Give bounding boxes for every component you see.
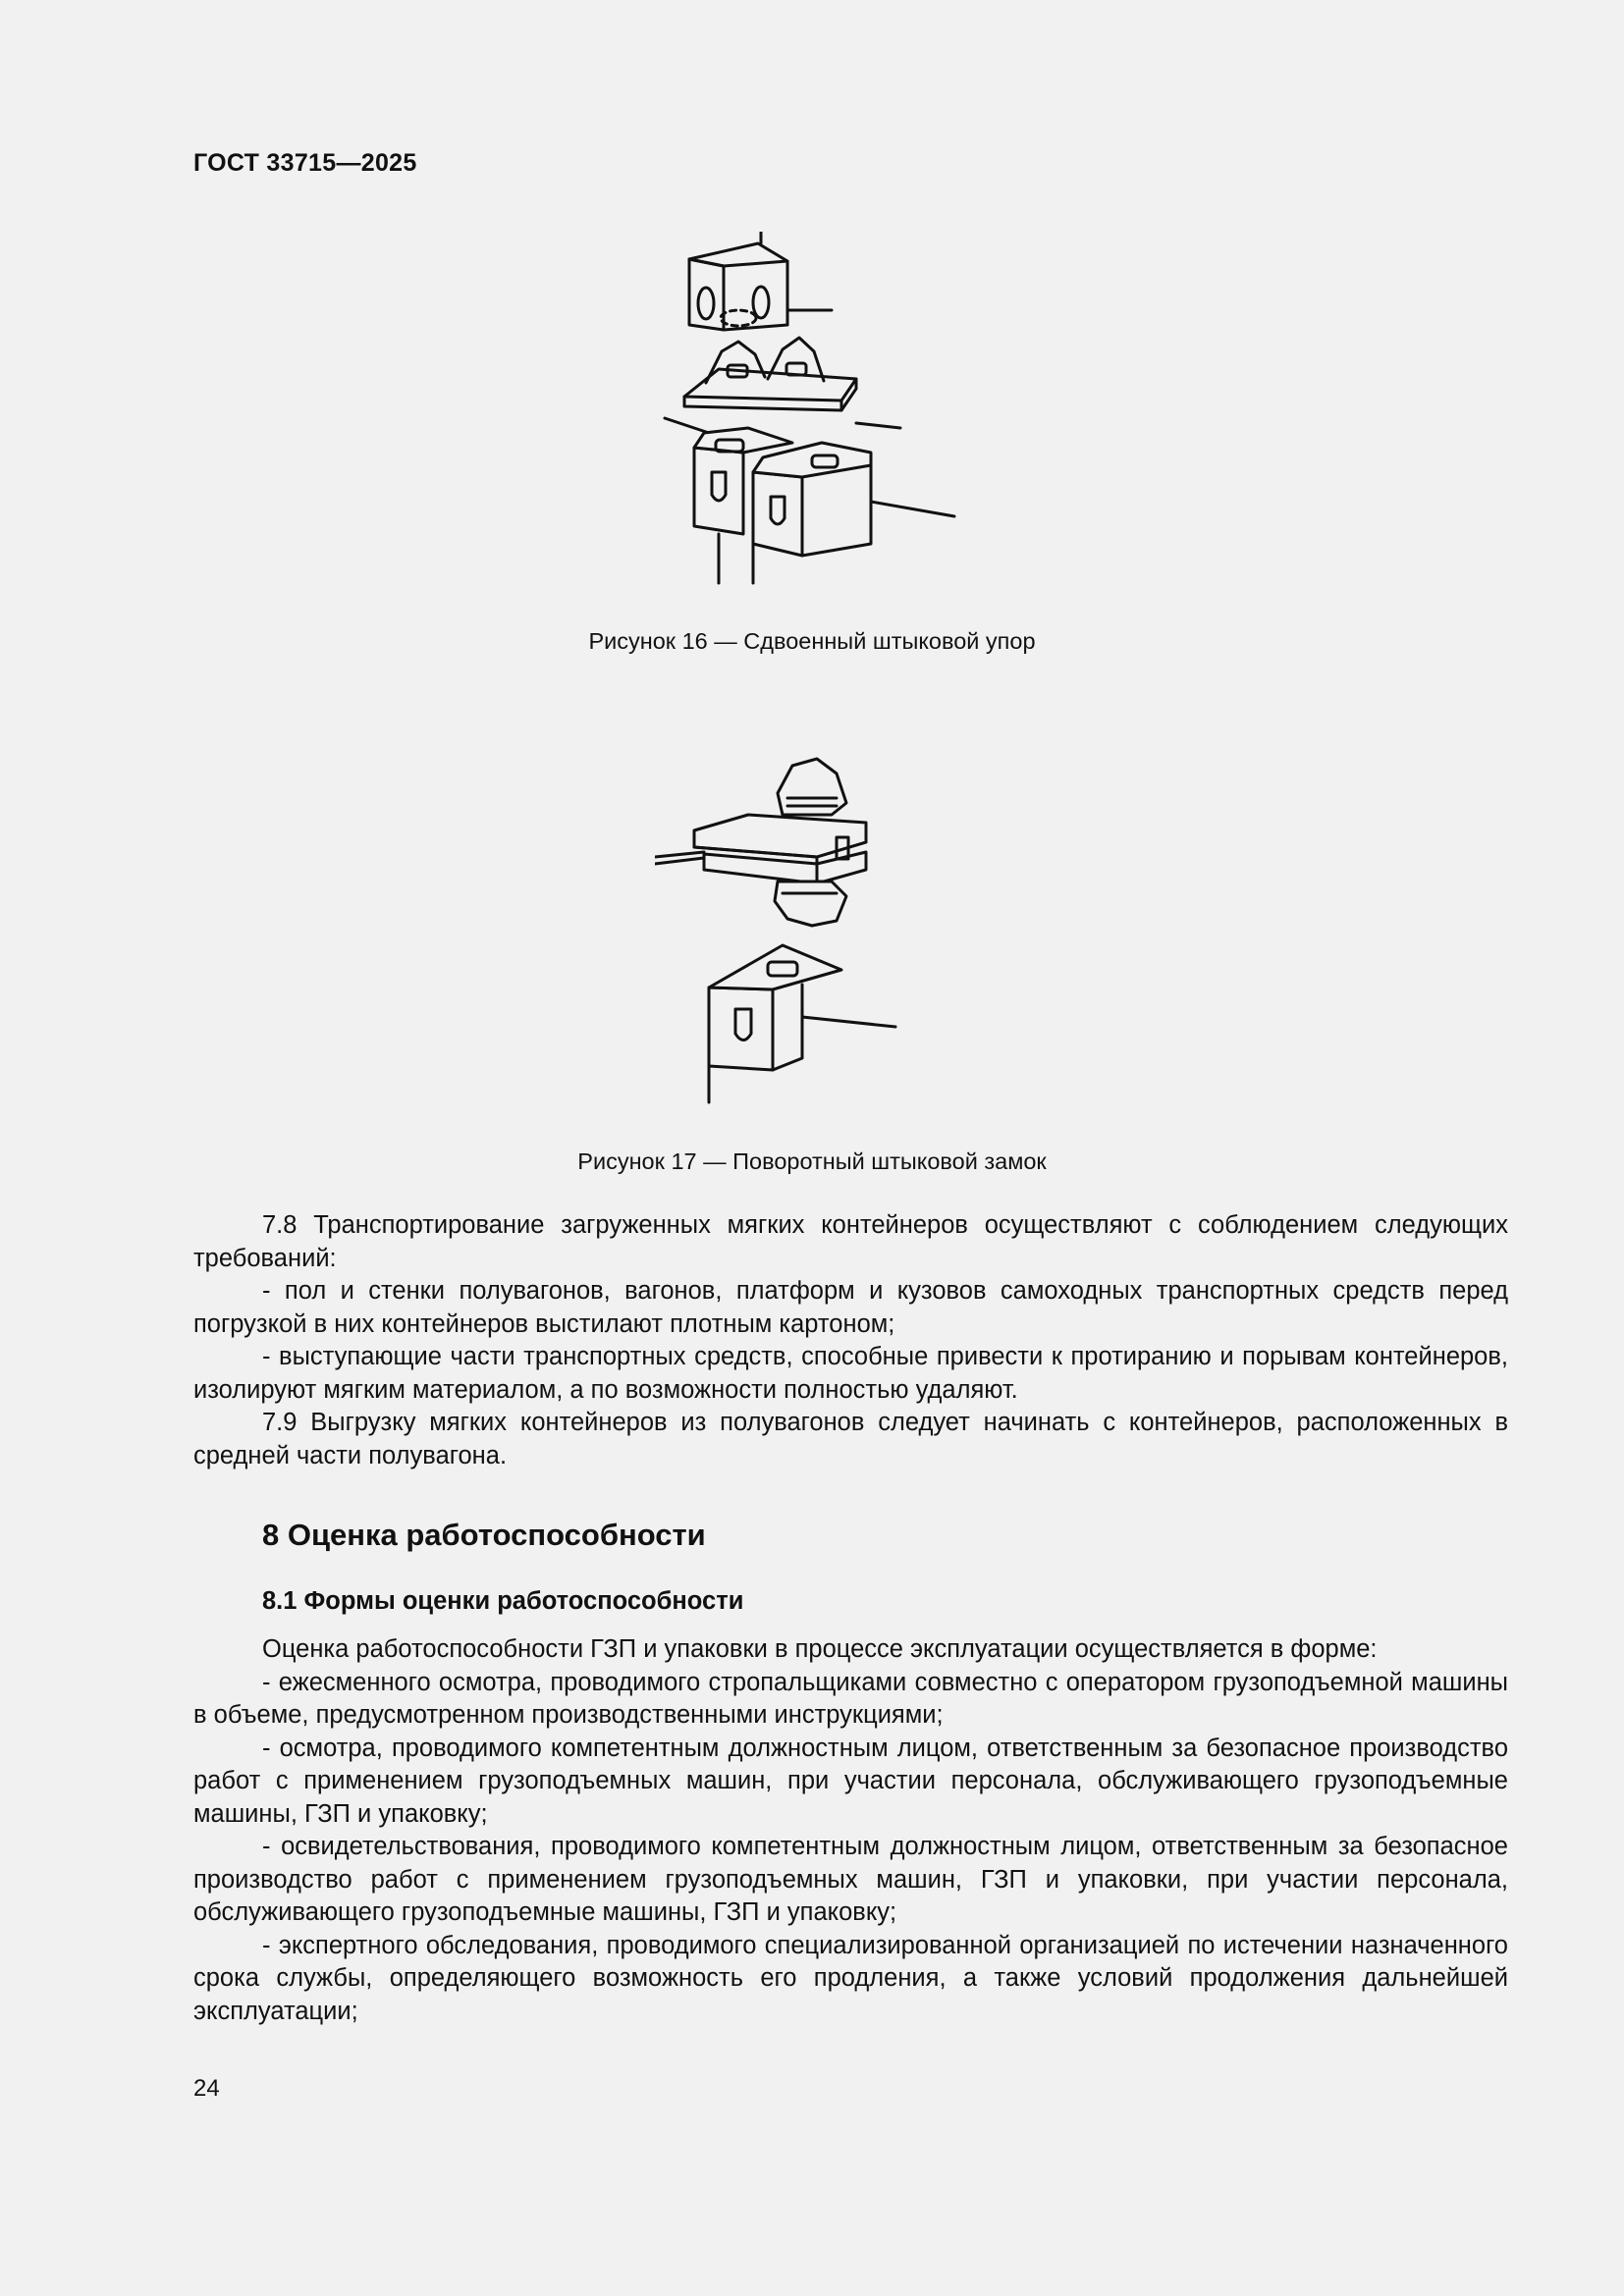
list-item: - экспертного обследования, проводимого специализированной организацией по истечении назначенного срока службы, определяющего возможность его продления, а также условий продолжения дальнейшей эксплуатации; xyxy=(193,1931,1508,2025)
figure-17-caption: Рисунок 17 — Поворотный штыковой замок xyxy=(577,1148,1047,1174)
list-item: - освидетельствования, проводимого компетентным должностным лицом, ответственным за безопасное производство работ с применением грузоподъемных машин, ГЗП и упаковки, при участии персонала, обслуживающего грузоподъемные машины, ГЗП и упаковку; xyxy=(193,1833,1508,1926)
subsection-8-1-heading: 8.1 Формы оценки работоспособности xyxy=(262,1587,744,1615)
figure-16-caption: Рисунок 16 — Сдвоенный штыковой упор xyxy=(588,628,1036,654)
rotary-twistlock-drawing xyxy=(655,754,969,1107)
section-8-text xyxy=(193,1633,1508,2028)
list-item: - пол и стенки полувагонов, вагонов, платформ и кузовов самоходных транспортных средств перед погрузкой в них контейнеров выстилают плотным картоном; xyxy=(193,1277,1508,1338)
page-number: 24 xyxy=(193,2075,220,2102)
list-item: - осмотра, проводимого компетентным должностным лицом, ответственным за безопасное производство работ с применением грузоподъемных машин, при участии персонала, обслуживающего грузоподъемные машины, ГЗП и упаковку; xyxy=(193,1734,1508,1828)
figure-16 xyxy=(0,232,1624,585)
figure-17 xyxy=(0,754,1624,1107)
list-item: - ежесменного осмотра, проводимого стропальщиками совместно с оператором грузоподъемной машины в объеме, предусмотренном производственными инструкциями; xyxy=(193,1668,1508,1729)
twin-bayonet-stop-drawing xyxy=(645,232,979,585)
list-item: - выступающие части транспортных средств, способные привести к протиранию и порывам контейнеров, изолируют мягким материалом, а по возможности полностью удаляют. xyxy=(193,1343,1508,1404)
document-code: ГОСТ 33715—2025 xyxy=(193,149,417,177)
paragraph-7-9: 7.9 Выгрузку мягких контейнеров из полувагонов следует начинать с контейнеров, расположенных в средней части полувагона. xyxy=(193,1409,1508,1469)
paragraph-7-8: 7.8 Транспортирование загруженных мягких контейнеров осуществляют с соблюдением следующих требований: xyxy=(193,1211,1508,1272)
paragraph-8-1-intro: Оценка работоспособности ГЗП и упаковки в процессе эксплуатации осуществляется в форме: xyxy=(262,1635,1378,1663)
section-8-heading: 8 Оценка работоспособности xyxy=(262,1518,706,1552)
section-7-text xyxy=(193,1209,1508,1472)
